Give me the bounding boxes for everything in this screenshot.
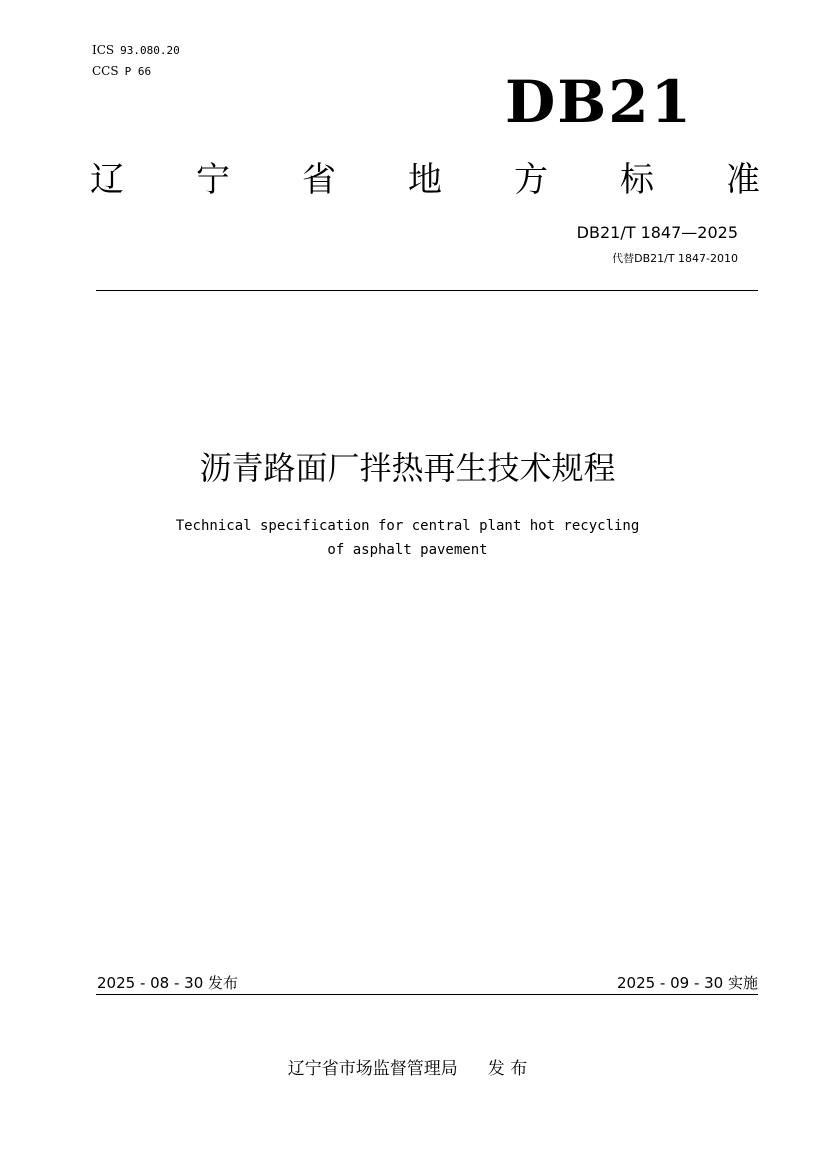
standard-type-char: 省: [302, 160, 336, 200]
title-english-line2: of asphalt pavement: [327, 542, 488, 558]
standard-type-char: 辽: [90, 160, 124, 200]
header-divider: [96, 290, 758, 291]
title-english-line1: Technical specification for central plant hot recycling: [175, 518, 640, 534]
db21-logo: DB21: [504, 68, 693, 136]
issuer-action: 发 布: [487, 1059, 528, 1079]
standard-number: DB21/T 1847—2025: [576, 223, 738, 242]
ics-line: [92, 40, 180, 61]
issuer-name: 辽宁省市场监督管理局: [287, 1059, 458, 1079]
ics-code: 93.080.20: [120, 44, 180, 57]
ccs-label: CCS: [92, 64, 119, 78]
replaces-standard: 代替DB21/T 1847-2010: [612, 252, 738, 265]
standard-type-char: 方: [514, 160, 548, 200]
standard-type-char: 宁: [196, 160, 230, 200]
issuer: [0, 1054, 815, 1079]
title-chinese: 沥青路面厂拌热再生技术规程: [199, 449, 616, 487]
implement-date: 2025 - 09 - 30 实施: [616, 974, 758, 992]
ccs-line: [92, 61, 180, 82]
standard-type: [90, 152, 760, 201]
standard-type-char: 地: [408, 160, 442, 200]
ics-label: ICS: [92, 43, 115, 57]
ccs-code: P 66: [124, 65, 152, 78]
standard-type-char: 准: [726, 160, 760, 200]
standard-type-char: 标: [620, 160, 654, 200]
footer-divider: [96, 994, 758, 995]
classification-codes: [92, 40, 180, 82]
title-english: [0, 514, 815, 562]
publish-date: 2025 - 08 - 30 发布: [97, 974, 239, 992]
